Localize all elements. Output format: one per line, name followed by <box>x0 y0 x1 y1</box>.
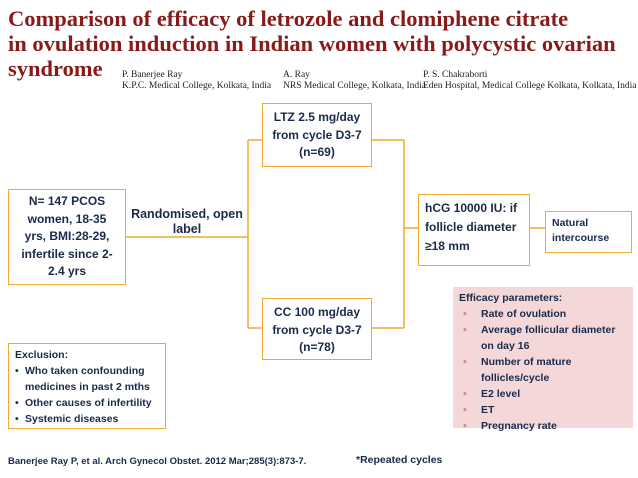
efficacy-item: ▪ Number of mature follicles/cycle <box>463 354 627 386</box>
efficacy-item: ▪ E2 level <box>463 386 627 402</box>
hcg-line: hCG 10000 IU: if <box>425 201 518 215</box>
efficacy-heading: Efficacy parameters: <box>459 292 563 304</box>
author-name: P. S. Chakraborti <box>423 70 488 80</box>
ltz-line: LTZ 2.5 mg/day <box>273 110 361 124</box>
efficacy-item: ▪ Pregnancy rate <box>463 418 627 434</box>
exclusion-item: • Who taken confounding medicines in past 2 mths <box>15 363 159 395</box>
ltz-line: (n=69) <box>299 145 335 159</box>
patients-line: infertile since 2- <box>21 246 113 261</box>
patients-line: N= 147 PCOS <box>28 194 106 208</box>
efficacy-panel <box>453 287 633 432</box>
hcg-box <box>418 194 530 266</box>
intercourse-box <box>545 211 632 253</box>
cc-line: (n=78) <box>299 340 335 354</box>
exclusion-item: • Other causes of infertility <box>15 395 159 411</box>
efficacy-item: ▪ ET <box>463 402 627 418</box>
efficacy-list <box>459 306 627 434</box>
randomised-line: Randomised, open <box>131 207 243 221</box>
hcg-line: follicle diameter <box>425 220 517 234</box>
title-line-1: Comparison of efficacy of letrozole and clomiphene citrate <box>8 6 569 31</box>
exclusion-list <box>15 363 159 427</box>
exclusion-item: • Systemic diseases <box>15 411 159 427</box>
author-name: A. Ray <box>283 70 310 80</box>
exclusion-box <box>8 343 166 429</box>
efficacy-item: ▪ Average follicular diameter on day 16 <box>463 322 627 354</box>
patients-box <box>8 189 126 285</box>
author-affiliation: Eden Hospital, Medical College Kolkata, Kolkata, India <box>423 81 637 91</box>
patients-line: yrs, BMI:28-29, <box>24 229 110 243</box>
randomised-line: label <box>172 222 202 236</box>
author-affiliation: K.P.C. Medical College, Kolkata, India <box>122 81 272 91</box>
intercourse-line: Natural <box>552 217 589 229</box>
citation: Banerjee Ray P, et al. Arch Gynecol Obstet. 2012 Mar;285(3):873-7. <box>8 456 307 467</box>
ltz-line: from cycle D3-7 <box>272 127 362 142</box>
title-line-3: syndrome <box>8 56 103 81</box>
patients-line: 2.4 yrs <box>47 264 87 278</box>
efficacy-item: ▪ Rate of ovulation <box>463 306 627 322</box>
exclusion-heading: Exclusion: <box>15 349 69 361</box>
hcg-line: ≥18 mm <box>425 239 470 253</box>
title-line-2: in ovulation induction in Indian women with polycystic ovarian <box>8 31 616 56</box>
author-affiliation: NRS Medical College, Kolkata, India <box>283 81 426 91</box>
randomised-label <box>128 207 246 237</box>
ltz-arm-box <box>262 103 372 167</box>
cc-line: from cycle D3-7 <box>272 322 362 337</box>
author-name: P. Banerjee Ray <box>122 70 183 80</box>
cc-arm-box <box>262 298 372 360</box>
repeated-cycles-note: *Repeated cycles <box>356 454 443 466</box>
patients-line: women, 18-35 <box>27 211 107 226</box>
intercourse-line: intercourse <box>552 232 610 244</box>
cc-line: CC 100 mg/day <box>273 305 361 319</box>
